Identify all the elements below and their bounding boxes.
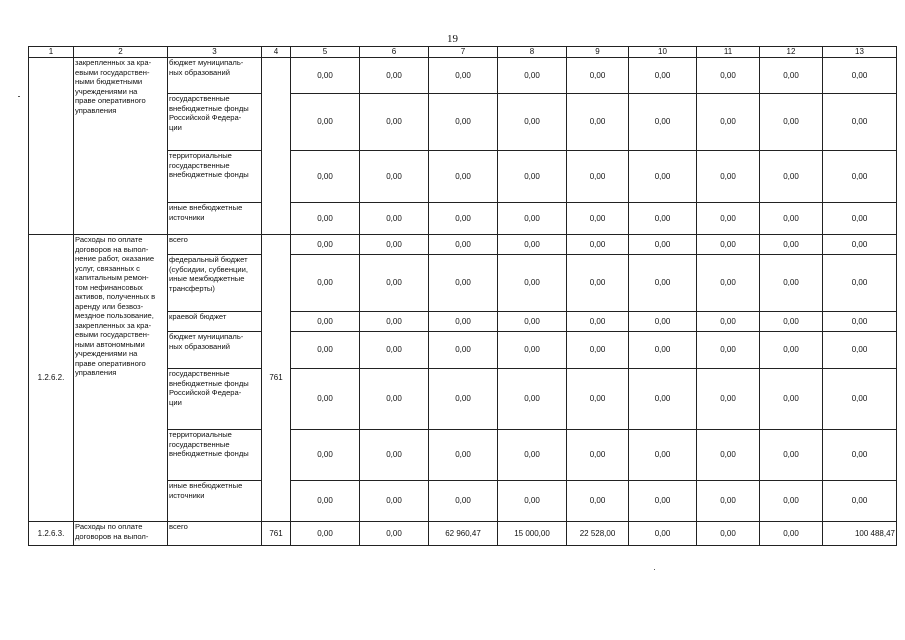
scan-speck <box>18 96 20 97</box>
value-cell: 0,00 <box>567 332 629 369</box>
value-cell: 0,00 <box>697 203 760 235</box>
value-cell: 0,00 <box>629 481 697 522</box>
value-cell: 0,00 <box>360 430 429 481</box>
value-cell: 0,00 <box>629 235 697 255</box>
value-cell: 15 000,00 <box>498 522 567 546</box>
value-cell: 0,00 <box>360 332 429 369</box>
value-cell: 0,00 <box>360 235 429 255</box>
value-cell: 0,00 <box>823 203 897 235</box>
value-cell: 0,00 <box>629 312 697 332</box>
value-cell: 0,00 <box>498 58 567 94</box>
value-cell: 0,00 <box>567 203 629 235</box>
value-cell: 0,00 <box>498 94 567 151</box>
funding-source: бюджет муниципаль- ных образований <box>168 58 262 94</box>
value-cell: 0,00 <box>697 58 760 94</box>
row-code <box>29 58 74 235</box>
value-cell: 0,00 <box>429 312 498 332</box>
value-cell: 0,00 <box>760 255 823 312</box>
value-cell: 0,00 <box>823 151 897 203</box>
value-cell: 0,00 <box>823 430 897 481</box>
value-cell: 0,00 <box>760 369 823 430</box>
value-cell: 0,00 <box>429 332 498 369</box>
row-col4-code <box>262 58 291 235</box>
column-number: 8 <box>498 47 567 58</box>
table-row <box>29 58 897 94</box>
value-cell: 0,00 <box>823 94 897 151</box>
value-cell: 0,00 <box>629 94 697 151</box>
value-cell: 0,00 <box>567 369 629 430</box>
value-cell: 0,00 <box>498 481 567 522</box>
value-cell: 0,00 <box>360 369 429 430</box>
column-number: 3 <box>168 47 262 58</box>
value-cell: 0,00 <box>291 430 360 481</box>
value-cell: 0,00 <box>360 481 429 522</box>
column-number: 10 <box>629 47 697 58</box>
value-cell: 0,00 <box>498 235 567 255</box>
funding-source: всего <box>168 235 262 255</box>
value-cell: 0,00 <box>823 369 897 430</box>
scan-speck <box>654 569 655 570</box>
value-cell: 0,00 <box>697 255 760 312</box>
value-cell: 0,00 <box>498 312 567 332</box>
value-cell: 0,00 <box>567 255 629 312</box>
funding-source: государственные внебюджетные фонды Российской Федера- ции <box>168 369 262 430</box>
funding-source: территориальные государственные внебюджетные фонды <box>168 151 262 203</box>
value-cell: 0,00 <box>567 312 629 332</box>
value-cell: 0,00 <box>498 255 567 312</box>
value-cell: 0,00 <box>697 522 760 546</box>
funding-source: государственные внебюджетные фонды Российской Федера- ции <box>168 94 262 151</box>
value-cell: 0,00 <box>567 235 629 255</box>
value-cell: 0,00 <box>823 235 897 255</box>
value-cell: 0,00 <box>360 255 429 312</box>
funding-source: краевой бюджет <box>168 312 262 332</box>
value-cell: 0,00 <box>629 58 697 94</box>
value-cell: 0,00 <box>498 369 567 430</box>
value-cell: 0,00 <box>360 312 429 332</box>
column-number: 12 <box>760 47 823 58</box>
row-col4-code: 761 <box>262 522 291 546</box>
row-description: Расходы по оплате договоров на выпол- <box>74 522 168 546</box>
value-cell: 22 528,00 <box>567 522 629 546</box>
page-number: 19 <box>447 33 458 45</box>
column-numbers-row <box>29 47 897 58</box>
value-cell: 0,00 <box>629 369 697 430</box>
funding-source: иные внебюджетные источники <box>168 481 262 522</box>
funding-source: иные внебюджетные источники <box>168 203 262 235</box>
value-cell: 0,00 <box>760 430 823 481</box>
value-cell: 0,00 <box>760 332 823 369</box>
value-cell: 0,00 <box>629 255 697 312</box>
value-cell: 0,00 <box>697 481 760 522</box>
value-cell: 0,00 <box>291 94 360 151</box>
value-cell: 0,00 <box>291 481 360 522</box>
value-cell: 0,00 <box>429 94 498 151</box>
row-col4-code: 761 <box>262 235 291 522</box>
value-cell: 0,00 <box>629 332 697 369</box>
value-cell: 0,00 <box>291 312 360 332</box>
value-cell: 0,00 <box>360 203 429 235</box>
value-cell: 0,00 <box>567 151 629 203</box>
row-description: Расходы по оплате договоров на выпол- нение работ, оказание услуг, связанных с капитальным ремон- том нефинансовых активов, полученных в аренду или безвоз- мездное пользование, закрепленных за кра- евыми государствен- ными автономными учреждениями на праве оперативного управления <box>74 235 168 522</box>
value-cell: 0,00 <box>429 369 498 430</box>
value-cell: 0,00 <box>360 58 429 94</box>
column-number: 6 <box>360 47 429 58</box>
value-cell: 0,00 <box>760 235 823 255</box>
value-cell: 0,00 <box>291 255 360 312</box>
value-cell: 0,00 <box>760 58 823 94</box>
value-cell: 0,00 <box>429 151 498 203</box>
value-cell: 0,00 <box>697 235 760 255</box>
value-cell: 0,00 <box>567 58 629 94</box>
value-cell: 0,00 <box>697 151 760 203</box>
value-cell: 0,00 <box>360 94 429 151</box>
column-number: 11 <box>697 47 760 58</box>
row-code: 1.2.6.2. <box>29 235 74 522</box>
value-cell: 0,00 <box>429 430 498 481</box>
value-cell: 0,00 <box>760 312 823 332</box>
value-cell: 0,00 <box>291 522 360 546</box>
column-number: 9 <box>567 47 629 58</box>
value-cell: 0,00 <box>498 151 567 203</box>
value-cell: 0,00 <box>760 522 823 546</box>
column-number: 7 <box>429 47 498 58</box>
value-cell: 0,00 <box>291 203 360 235</box>
value-cell: 0,00 <box>567 481 629 522</box>
value-cell: 0,00 <box>429 481 498 522</box>
row-description: закрепленных за кра- евыми государствен- ными бюджетными учреждениями на праве оперативного управления <box>74 58 168 235</box>
value-cell: 0,00 <box>291 58 360 94</box>
row-code: 1.2.6.3. <box>29 522 74 546</box>
value-cell: 0,00 <box>291 235 360 255</box>
value-cell: 0,00 <box>760 203 823 235</box>
value-cell: 0,00 <box>567 94 629 151</box>
column-number: 5 <box>291 47 360 58</box>
value-cell: 62 960,47 <box>429 522 498 546</box>
value-cell: 0,00 <box>760 481 823 522</box>
value-cell: 0,00 <box>291 332 360 369</box>
value-cell: 0,00 <box>629 151 697 203</box>
value-cell: 0,00 <box>498 430 567 481</box>
value-cell: 0,00 <box>360 151 429 203</box>
value-cell: 0,00 <box>498 332 567 369</box>
column-number: 1 <box>29 47 74 58</box>
value-cell: 0,00 <box>823 312 897 332</box>
value-cell: 0,00 <box>760 151 823 203</box>
value-cell: 0,00 <box>629 430 697 481</box>
value-cell: 0,00 <box>429 235 498 255</box>
value-cell: 0,00 <box>697 369 760 430</box>
value-cell: 0,00 <box>697 332 760 369</box>
column-number: 2 <box>74 47 168 58</box>
value-cell: 0,00 <box>760 94 823 151</box>
value-cell: 0,00 <box>823 255 897 312</box>
value-cell: 0,00 <box>360 522 429 546</box>
funding-source: территориальные государственные внебюджетные фонды <box>168 430 262 481</box>
value-cell: 0,00 <box>429 58 498 94</box>
value-cell: 0,00 <box>697 312 760 332</box>
value-cell: 0,00 <box>498 203 567 235</box>
value-cell: 0,00 <box>291 151 360 203</box>
value-cell: 0,00 <box>629 522 697 546</box>
funding-source: бюджет муниципаль- ных образований <box>168 332 262 369</box>
budget-table <box>28 46 897 546</box>
value-cell: 0,00 <box>823 58 897 94</box>
table-row <box>29 235 897 255</box>
value-cell: 0,00 <box>697 94 760 151</box>
value-cell: 0,00 <box>697 430 760 481</box>
column-number: 4 <box>262 47 291 58</box>
value-cell: 0,00 <box>629 203 697 235</box>
funding-source: всего <box>168 522 262 546</box>
value-cell: 0,00 <box>429 255 498 312</box>
table-row <box>29 522 897 546</box>
funding-source: федеральный бюджет (субсидии, субвенции, иные межбюджетные трансферты) <box>168 255 262 312</box>
value-cell: 0,00 <box>823 332 897 369</box>
column-number: 13 <box>823 47 897 58</box>
value-cell: 100 488,47 <box>823 522 897 546</box>
value-cell: 0,00 <box>291 369 360 430</box>
value-cell: 0,00 <box>429 203 498 235</box>
value-cell: 0,00 <box>567 430 629 481</box>
value-cell: 0,00 <box>823 481 897 522</box>
